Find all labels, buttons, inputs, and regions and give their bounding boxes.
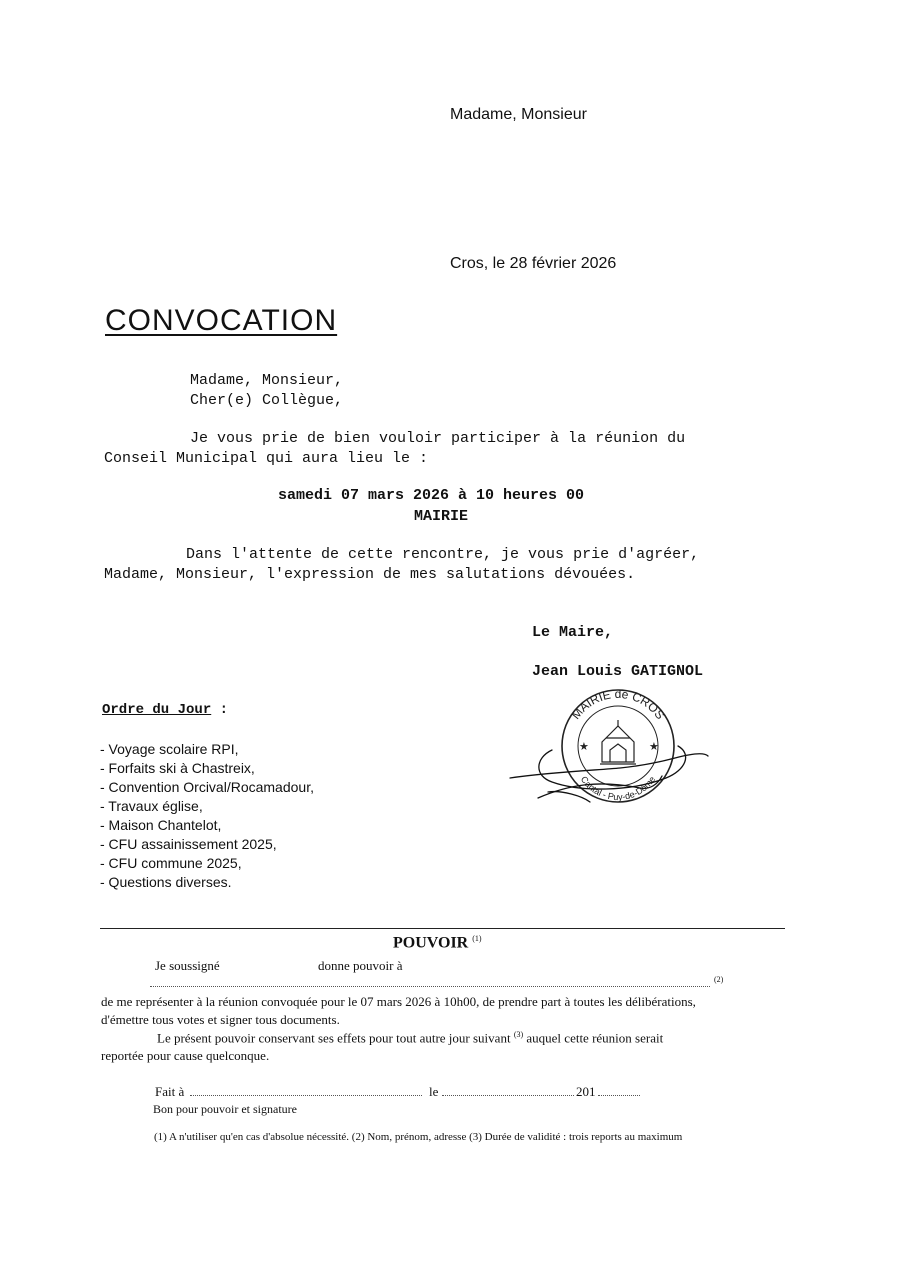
- body-line: Conseil Municipal qui aura lieu le :: [104, 450, 429, 467]
- stamp-bottom-text: Cantal - Puy-de-Dôme: [578, 774, 658, 803]
- undersigned-label: Je soussigné: [155, 958, 220, 973]
- stamp-star-icon: ★: [579, 741, 589, 753]
- signature-label: Bon pour pouvoir et signature: [153, 1102, 297, 1116]
- agenda-title-suffix: :: [211, 702, 229, 718]
- proxy-text-part: Le présent pouvoir conservant ses effets pour tout autre jour suivant: [157, 1030, 514, 1046]
- proxy-title: [393, 934, 482, 952]
- stamp-emblem-icon: [600, 720, 636, 764]
- mayor-title: Le Maire,: [532, 624, 614, 641]
- town-hall-stamp: [490, 680, 720, 810]
- meeting-place: MAIRIE: [414, 508, 469, 525]
- addressee: Madame, Monsieur: [450, 106, 587, 123]
- agenda-list: [100, 740, 314, 892]
- stamp-top-text: MAIRIE de CROS: [568, 687, 668, 722]
- agenda-item: - Questions diverses.: [100, 874, 232, 890]
- proxy-text-line: de me représenter à la réunion convoquée pour le 07 mars 2026 à 10h00, de prendre part à toutes les délibérations,: [101, 994, 696, 1009]
- proxy-validity-note: (3): [513, 1030, 524, 1039]
- agenda-item: - Maison Chantelot,: [100, 817, 222, 833]
- proxy-text-part: auquel cette réunion serait: [523, 1030, 664, 1046]
- made-at-field[interactable]: [190, 1086, 422, 1096]
- proxy-text-line: reportée pour cause quelconque.: [101, 1048, 270, 1063]
- salutation-line: Madame, Monsieur,: [190, 372, 344, 389]
- made-on-label: le: [429, 1084, 439, 1099]
- proxy-text-line: [157, 1030, 663, 1046]
- meeting-date: samedi 07 mars 2026 à 10 heures 00: [278, 487, 585, 504]
- page-title: CONVOCATION: [105, 304, 338, 337]
- agenda-item: - Voyage scolaire RPI,: [100, 741, 239, 757]
- closing-line: Dans l'attente de cette rencontre, je vous prie d'agréer,: [186, 546, 700, 563]
- salutation-line: Cher(e) Collègue,: [190, 392, 344, 409]
- gives-proxy-label: donne pouvoir à: [318, 958, 403, 973]
- closing-line: Madame, Monsieur, l'expression de mes salutations dévouées.: [104, 566, 636, 583]
- proxy-name-note: (2): [714, 975, 724, 984]
- agenda-title-text: Ordre du Jour: [102, 702, 212, 718]
- agenda-item: - Forfaits ski à Chastreix,: [100, 760, 255, 776]
- date-line: Cros, le 28 février 2026: [450, 255, 617, 272]
- footnote: (1) A n'utiliser qu'en cas d'absolue nécessité. (2) Nom, prénom, adresse (3) Durée de validité : trois reports au maximum: [154, 1131, 683, 1143]
- agenda-item: - CFU commune 2025,: [100, 855, 242, 871]
- stamp-inner-ring: [578, 706, 658, 786]
- proxy-name-field[interactable]: [150, 977, 710, 987]
- year-field[interactable]: [598, 1086, 640, 1096]
- made-on-field[interactable]: [442, 1086, 574, 1096]
- year-prefix: 201: [576, 1084, 596, 1099]
- agenda-title: [102, 702, 228, 718]
- separator-line: [100, 928, 785, 929]
- proxy-title-note: (1): [472, 934, 482, 943]
- agenda-item: - CFU assainissement 2025,: [100, 836, 277, 852]
- proxy-text-line: d'émettre tous votes et signer tous documents.: [101, 1012, 340, 1027]
- stamp-star-icon: ★: [649, 741, 659, 753]
- made-at-label: Fait à: [155, 1084, 185, 1099]
- proxy-title-text: POUVOIR: [393, 934, 469, 952]
- agenda-item: - Convention Orcival/Rocamadour,: [100, 779, 314, 795]
- body-line: Je vous prie de bien vouloir participer à la réunion du: [190, 430, 686, 447]
- mayor-name: Jean Louis GATIGNOL: [532, 663, 704, 680]
- agenda-item: - Travaux église,: [100, 798, 203, 814]
